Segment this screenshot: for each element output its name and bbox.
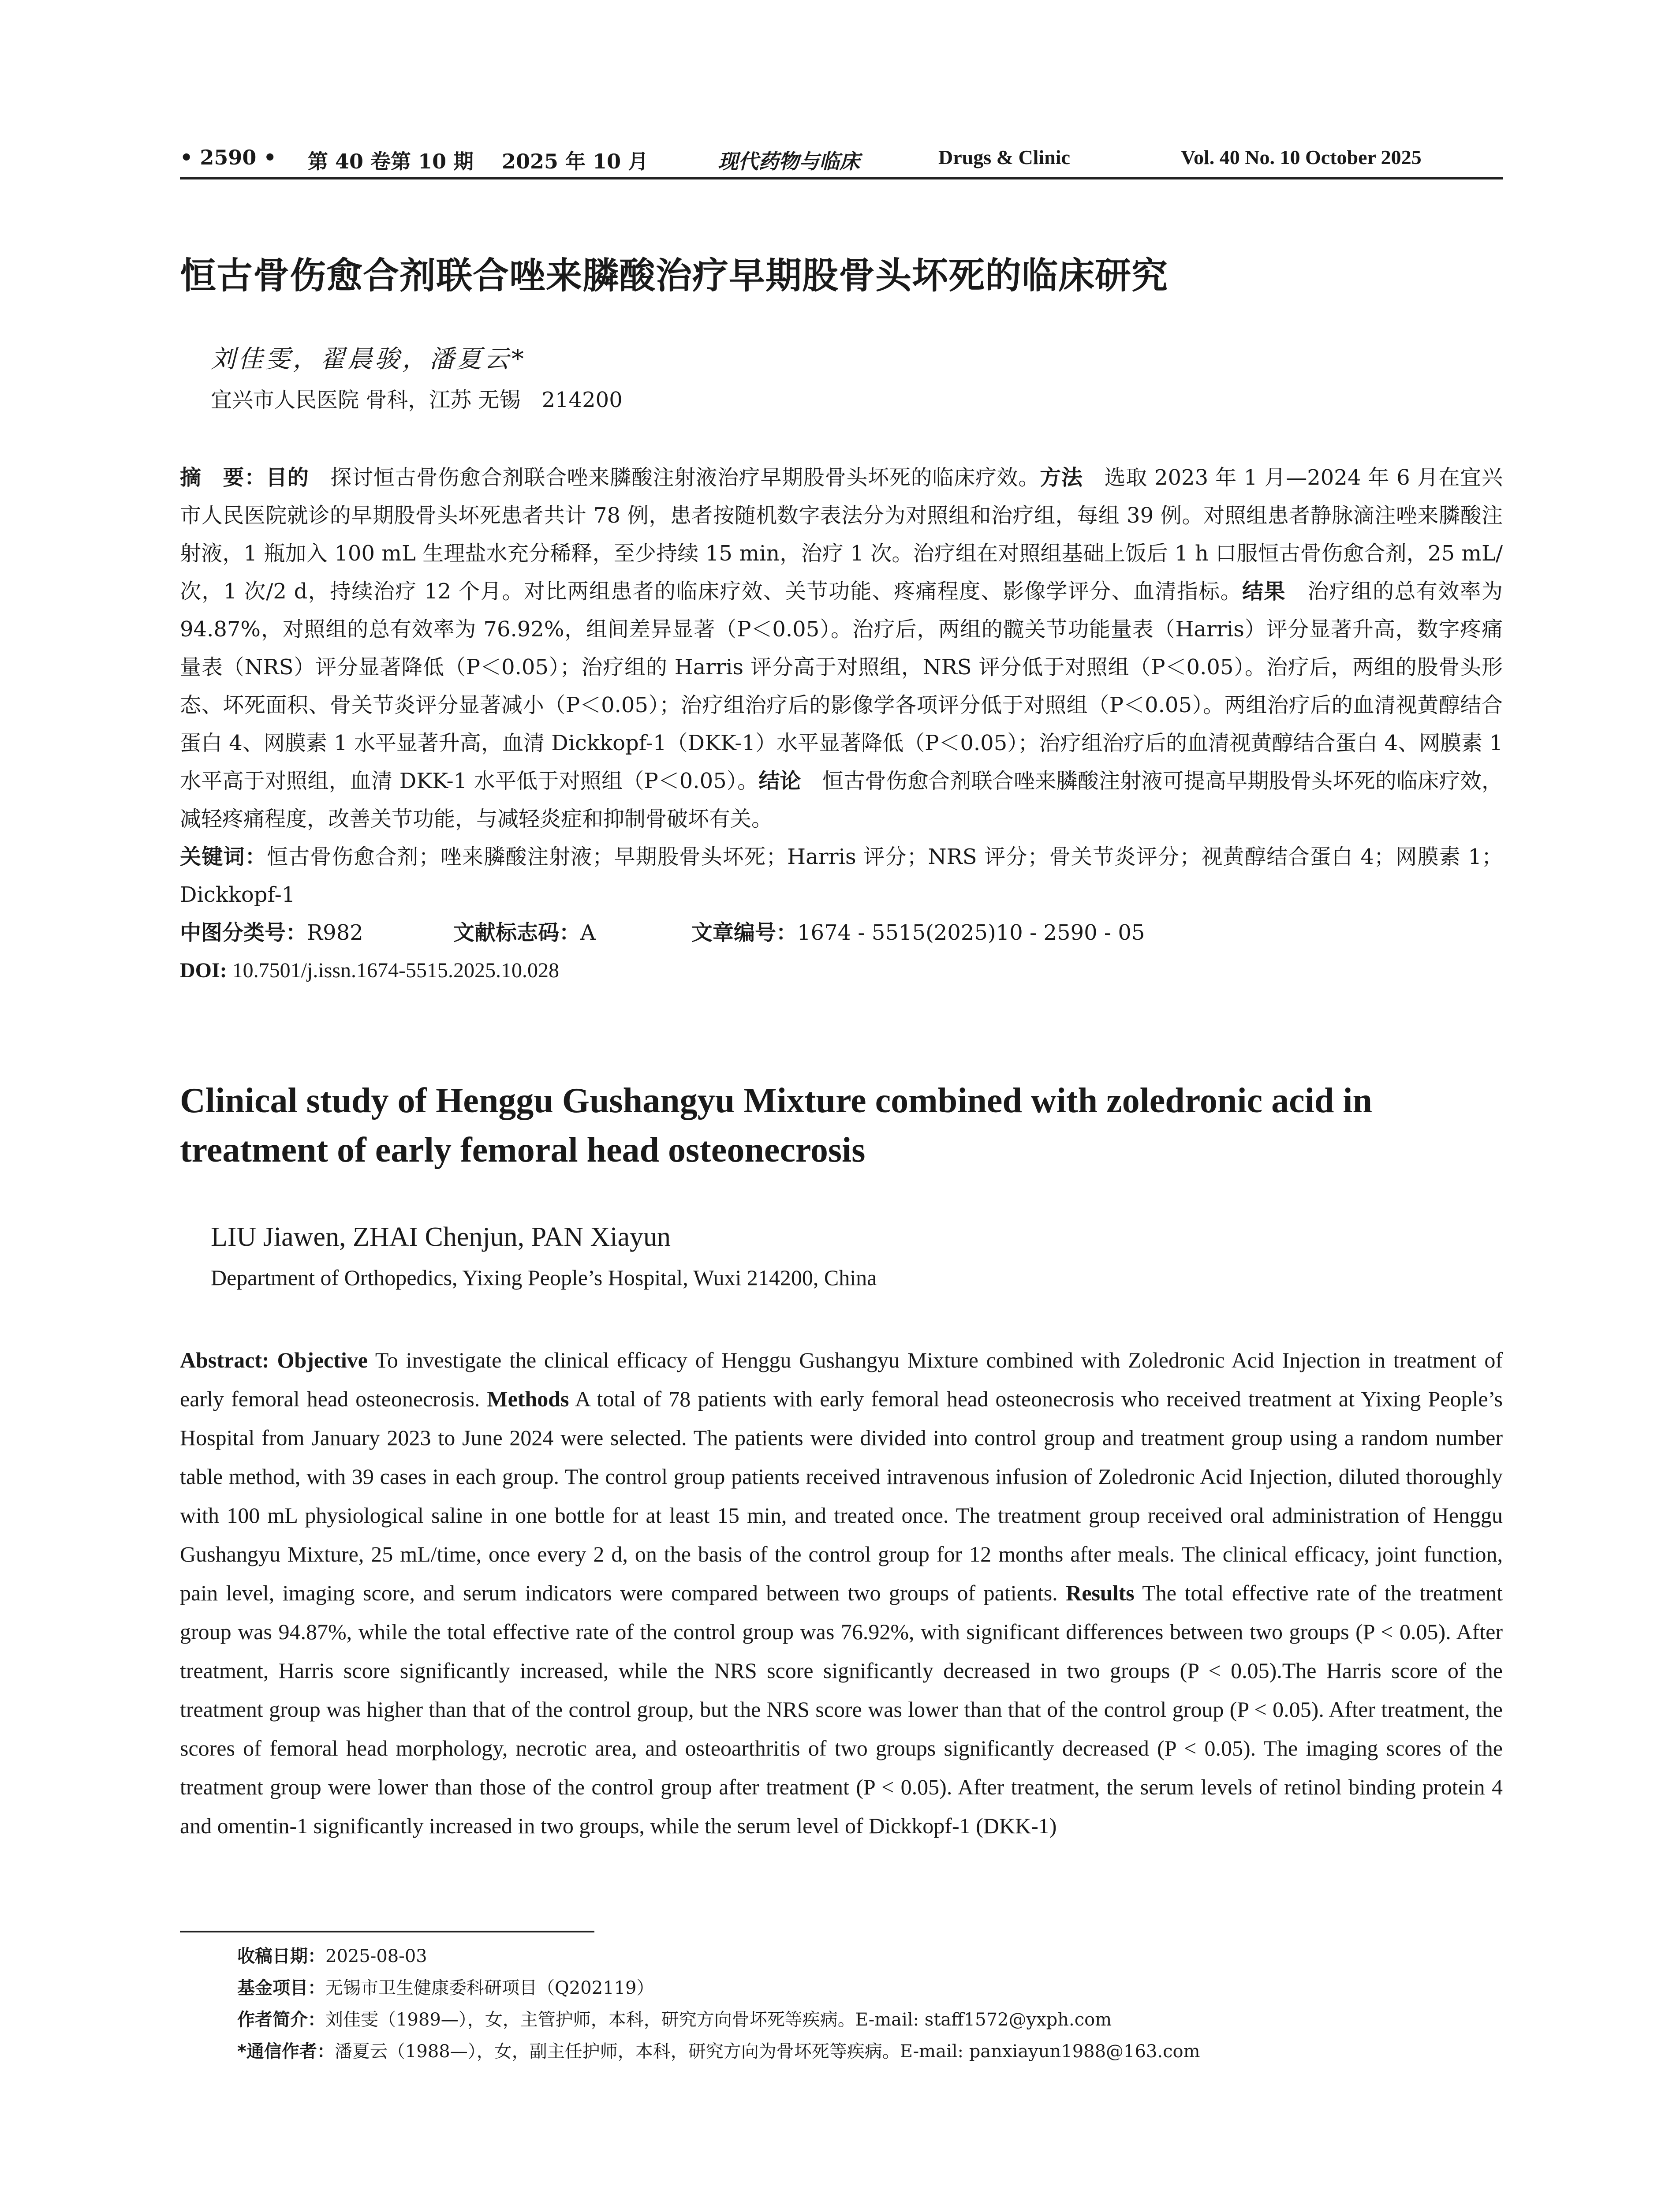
abstract-cn bbox=[180, 459, 1503, 990]
page-number: • 2590 • bbox=[180, 146, 276, 169]
doi-label: DOI: bbox=[180, 959, 227, 982]
objective-label-cn: 目的 bbox=[266, 465, 309, 490]
conclusion-label-cn: 结论 bbox=[758, 769, 801, 793]
abstract-en bbox=[180, 1341, 1503, 1845]
volume-cn: 第 40 卷第 10 期 bbox=[308, 149, 474, 173]
methods-text-cn: 选取 2023 年 1 月—2024 年 6 月在宜兴市人民医院就诊的早期股骨头坏死患者共计 78 例，患者按随机数字表法分为对照组和治疗组，每组 39 例。对照组患者静脉滴注唑来膦酸注射液，1 瓶加入 100 mL 生理盐水充分稀释，至少持续 15 min，治疗 1 次。治疗组在对照组基础上饭后 1 h 口服恒古骨伤愈合剂，25 mL/次，1 次/2 d，持续治疗 12 个月。对比两组患者的临床疗效、关节功能、疼痛程度、影像学评分、血清指标。 bbox=[180, 465, 1503, 604]
results-label-en: Results bbox=[1066, 1581, 1135, 1605]
footnote-divider bbox=[180, 1931, 594, 1932]
affiliation-cn: 宜兴市人民医院 骨科，江苏 无锡 214200 bbox=[211, 388, 623, 412]
keywords-text-cn: 恒古骨伤愈合剂；唑来膦酸注射液；早期股骨头坏死；Harris 评分；NRS 评分；骨关节炎评分；视黄醇结合蛋白 4；网膜素 1；Dickkopf-1 bbox=[180, 845, 1503, 907]
doi-link[interactable]: 10.7501/j.issn.1674-5515.2025.10.028 bbox=[227, 959, 560, 982]
keywords-label-cn: 关键词： bbox=[180, 845, 267, 869]
results-text-en: The total effective rate of the treatment group was 94.87%, while the total effective rate of the control group was 76.92%, with significant differences between two groups (P < 0.05). After treatment, Harris score significantly increased, while the NRS score significantly decreased in two groups (P < 0.05).The Harris score of the treatment group was higher than that of the control group, but the NRS score was lower than that of the control group (P < 0.05). After treatment, the scores of femoral head morphology, necrotic area, and osteoarthritis of two groups significantly decreased (P < 0.05). The imaging scores of the treatment group were lower than those of the control group after treatment (P < 0.05). After treatment, the serum levels of retinol binding protein 4 and omentin-1 significantly increased in two groups, while the serum level of Dickkopf-1 (DKK-1) bbox=[180, 1581, 1503, 1838]
received-label: 收稿日期： bbox=[237, 1946, 325, 1966]
article-title-en: Clinical study of Henggu Gushangyu Mixture combined with zoledronic acid in treatment of early femoral head osteonecrosis bbox=[180, 1081, 1373, 1170]
running-header bbox=[180, 140, 1503, 179]
footnote-fund bbox=[237, 1972, 1472, 2004]
methods-label-cn: 方法 bbox=[1040, 465, 1083, 490]
date-cn: 2025 年 10 月 bbox=[502, 149, 649, 173]
journal-name-cn: 现代药物与临床 bbox=[718, 149, 860, 173]
abstract-label-cn: 摘 要： bbox=[180, 465, 266, 490]
article-title-cn: 恒古骨伤愈合剂联合唑来膦酸治疗早期股骨头坏死的临床研究 bbox=[180, 255, 1169, 297]
clc-value: R982 bbox=[307, 920, 363, 945]
results-text-cn: 治疗组的总有效率为 94.87%，对照组的总有效率为 76.92%，组间差异显著（P＜0.05）。治疗后，两组的髋关节功能量表（Harris）评分显著升高，数字疼痛量表（NRS）评分显著降低（P＜0.05）；治疗组的 Harris 评分高于对照组，NRS 评分低于对照组（P＜0.05）。治疗后，两组的股骨头形态、坏死面积、骨关节炎评分显著减小（P＜0.05）；治疗组治疗后的影像学各项评分低于对照组（P＜0.05）。两组治疗后的血清视黄醇结合蛋白 4、网膜素 1 水平显著升高，血清 Dickkopf-1（DKK-1）水平显著降低（P＜0.05）；治疗组治疗后的血清视黄醇结合蛋白 4、网膜素 1 水平高于对照组，血清 DKK-1 水平低于对照组（P＜0.05）。 bbox=[180, 579, 1503, 793]
article-no-value: 1674 - 5515(2025)10 - 2590 - 05 bbox=[797, 920, 1145, 945]
abstract-cn-body bbox=[180, 459, 1503, 838]
doi-line bbox=[180, 952, 1503, 990]
classification-line bbox=[180, 914, 1503, 952]
clc-label: 中图分类号： bbox=[180, 920, 307, 945]
methods-text-en: A total of 78 patients with early femoral head osteonecrosis who received treatment at Yixing People’s Hospital from January 2023 to June 2024 were selected. The patients were divided into control group and treatment group using a random number table method, with 39 cases in each group. The control group patients received intravenous infusion of Zoledronic Acid Injection, diluted thoroughly with 100 mL physiological saline in one bottle for at least 15 min, and treated once. The treatment group received oral administration of Henggu Gushangyu Mixture, 25 mL/time, once every 2 d, on the basis of the control group for 12 months after meals. The clinical efficacy, joint function, pain level, imaging score, and serum indicators were compared between two groups of patients. bbox=[180, 1387, 1503, 1605]
fund-text: 无锡市卫生健康委科研项目（Q202119） bbox=[325, 1978, 654, 1998]
affiliation-en: Department of Orthopedics, Yixing People’s Hospital, Wuxi 214200, China bbox=[211, 1265, 877, 1290]
author-info-text: 刘佳雯（1989—），女，主管护师，本科，研究方向骨坏死等疾病。E-mail: staff1572@yxph.com bbox=[325, 2010, 1112, 2030]
keywords-cn bbox=[180, 838, 1503, 914]
volume-en: Vol. 40 No. 10 October 2025 bbox=[1181, 146, 1422, 168]
conclusion-text-cn: 恒古骨伤愈合剂联合唑来膦酸注射液可提高早期股骨头坏死的临床疗效，减轻疼痛程度，改善关节功能，与减轻炎症和抑制骨破坏有关。 bbox=[180, 769, 1503, 831]
authors-en: LIU Jiawen, ZHAI Chenjun, PAN Xiayun bbox=[211, 1222, 671, 1252]
fund-label: 基金项目： bbox=[237, 1978, 325, 1998]
doccode-value: A bbox=[580, 920, 596, 945]
author-info-label: 作者简介： bbox=[237, 2010, 325, 2030]
corresponding-label: *通信作者： bbox=[237, 2041, 335, 2062]
objective-text-en: To investigate the clinical efficacy of Henggu Gushangyu Mixture combined with Zoledronic Acid Injection in treatment of early femoral head osteonecrosis. bbox=[180, 1348, 1503, 1411]
authors-cn: 刘佳雯，翟晨骏，潘夏云* bbox=[211, 345, 526, 374]
article-no-label: 文章编号： bbox=[691, 920, 798, 945]
corresponding-text: 潘夏云（1988—），女，副主任护师，本科，研究方向为骨坏死等疾病。E-mail: panxiayun1988@163.com bbox=[334, 2041, 1200, 2062]
methods-label-en: Methods bbox=[487, 1387, 569, 1411]
results-label-cn: 结果 bbox=[1242, 579, 1286, 604]
footnote-corresponding bbox=[237, 2036, 1472, 2067]
footnote-received bbox=[237, 1940, 1472, 1972]
received-date: 2025-08-03 bbox=[325, 1946, 427, 1966]
abstract-label-en: Abstract: Objective bbox=[180, 1348, 368, 1372]
footnotes bbox=[237, 1940, 1472, 2067]
journal-name-en: Drugs & Clinic bbox=[938, 146, 1070, 168]
objective-text-cn: 探讨恒古骨伤愈合剂联合唑来膦酸注射液治疗早期股骨头坏死的临床疗效。 bbox=[309, 465, 1040, 490]
doccode-label: 文献标志码： bbox=[453, 920, 581, 945]
footnote-author bbox=[237, 2004, 1472, 2036]
